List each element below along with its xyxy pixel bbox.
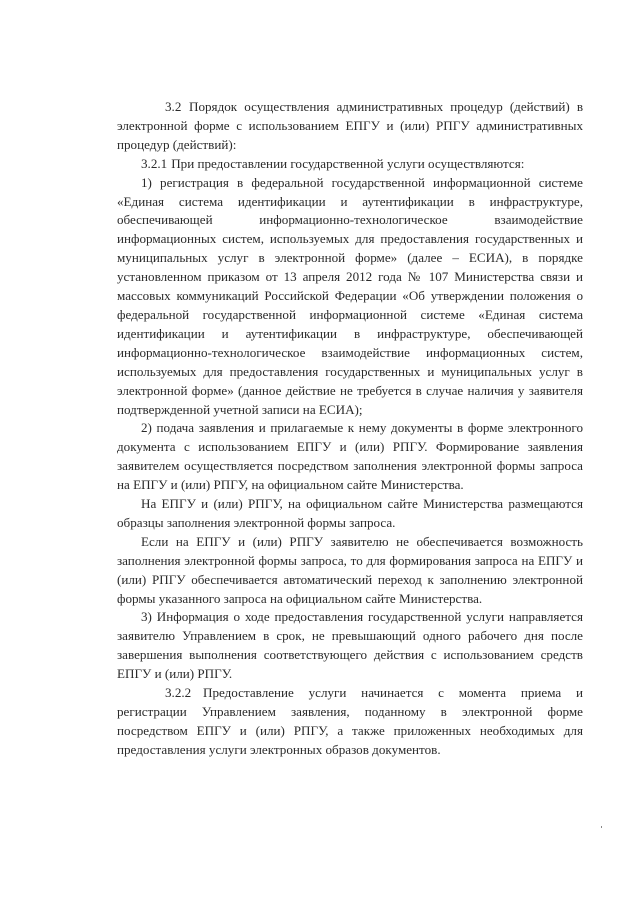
paragraph-samples: На ЕПГУ и (или) РПГУ, на официальном сайте Министерства размещаются образцы заполнения электронной формы запроса.: [117, 496, 583, 530]
section-text: Порядок осуществления административных процедур (действий) в электронной форме с использованием ЕПГУ и (или) РПГУ административных процедур (действий):: [117, 99, 583, 152]
list-item-3: 3) Информация о ходе предоставления государственной услуги направляется заявителю Управлением в срок, не превышающий одного рабочего дня после завершения выполнения соответствующего действия с использованием средств ЕПГУ и (или) РПГУ.: [117, 609, 583, 682]
section-3-2: [117, 98, 583, 155]
section-number: 3.2.2: [165, 685, 192, 701]
document-body: [117, 98, 583, 760]
scan-speck: [601, 826, 602, 828]
section-3-2-1: [117, 155, 583, 174]
section-text: Предоставление услуги начинается с момента приема и регистрации Управлением заявления, поданному в электронной форме посредством ЕПГУ и (или) РПГУ, а также приложенных необходимых для предоставления услуги электронных образов документов.: [117, 685, 583, 757]
paragraph-auto-transition: Если на ЕПГУ и (или) РПГУ заявителю не обеспечивается возможность заполнения электронной формы запроса, то для формирования запроса на ЕПГУ и (или) РПГУ обеспечивается автоматический переход к заполнению электронной формы указанного запроса на официальном сайте Министерства.: [117, 533, 583, 606]
list-item-2: 2) подача заявления и прилагаемые к нему документы в форме электронного документа с использованием ЕПГУ и (или) РПГУ. Формирование заявления заявителем осуществляется посредством заполнения электронной формы запроса на ЕПГУ и (или) РПГУ, на официальном сайте Министерства.: [117, 420, 583, 493]
section-text: При предоставлении государственной услуги осуществляются:: [171, 155, 525, 171]
section-3-2-2: [117, 684, 583, 760]
section-number: 3.2: [165, 99, 182, 114]
section-number: 3.2.1: [141, 155, 168, 171]
list-item-1: 1) регистрация в федеральной государственной информационной системе «Единая система идентификации и аутентификации в инфраструктуре, обеспечивающей информационно-технологическое взаимодействие информационных систем, используемых для предоставления государственных и муниципальных услуг в электронной форме» (далее – ЕСИА), в порядке установленном приказом от 13 апреля 2012 года № 107 Министерства связи и массовых коммуникаций Российской Федерации «Об утверждении положения о федеральной государственной информационной системе «Единая система идентификации и аутентификации в инфраструктуре, обеспечивающей информационно-технологическое взаимодействие информационных систем, используемых для предоставления государственных и муниципальных услуг в электронной форме» (данное действие не требуется в случае наличия у заявителя подтвержденной учетной записи на ЕСИА);: [117, 174, 583, 417]
